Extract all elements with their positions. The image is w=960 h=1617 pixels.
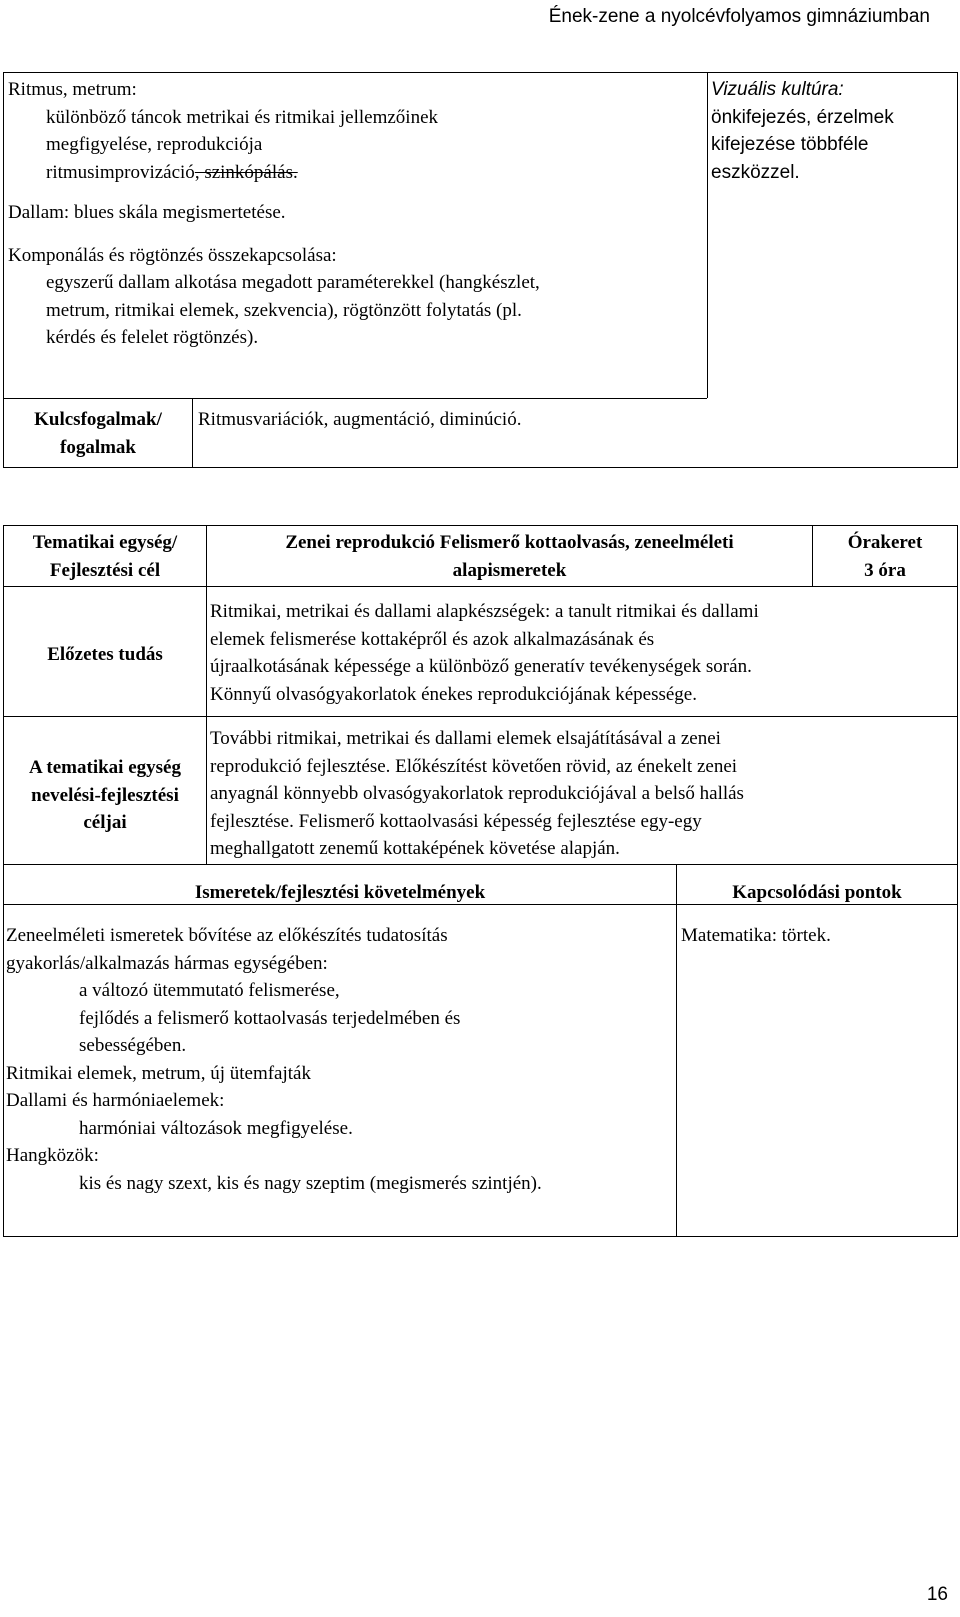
celjai-line: További ritmikai, metrikai és dallami elemek elsajátításával a zenei (210, 728, 721, 749)
komponalas-title: Komponálás és rögtönzés összekapcsolása: (8, 244, 337, 266)
ismeretek-header: Ismeretek/fejlesztési követelmények (194, 882, 486, 903)
celjai-label (4, 754, 206, 837)
ismeretek-line: a változó ütemmutató felismerése, (79, 980, 340, 1001)
orakeret-value: 3 óra (864, 559, 906, 581)
ismeretek-line: sebességében. (79, 1035, 187, 1056)
tematikai-value-line: Zenei reprodukció Felismerő kottaolvasás, zeneelméleti (285, 532, 734, 553)
celjai-line: meghallgatott zenemű kottaképének követése alapján. (210, 838, 620, 859)
tematikai-label-line: Fejlesztési cél (49, 559, 161, 581)
celjai-line: fejlesztése. Felismerő kottaolvasási képesség fejlesztése egy-egy (210, 810, 702, 832)
page-number: 16 (926, 1584, 948, 1605)
celjai-value (210, 725, 955, 863)
kulcs-label-line: fogalmak (60, 436, 136, 458)
content-table-continued (3, 72, 958, 468)
thematic-unit-table (3, 525, 958, 1237)
komponalas-line: kérdés és felelet rögtönzés). (46, 327, 259, 348)
vizualis-line: kifejezése többféle (711, 134, 869, 155)
ismeretek-line: fejlődés a felismerő kottaolvasás terjedelmében és (79, 1007, 461, 1029)
ismeretek-line: Zeneelméleti ismeretek bővítése az előkészítés tudatosítás (6, 925, 448, 946)
ritmus-item: megfigyelése, reprodukciója (46, 134, 263, 155)
orakeret (813, 529, 957, 584)
komponalas-line: egyszerű dallam alkotása megadott paraméterekkel (hangkészlet, (46, 272, 540, 293)
elozetes-tudas-label: Előzetes tudás (47, 644, 163, 665)
vizualis-line: eszközzel. (711, 161, 800, 183)
page-header: Ének-zene a nyolcévfolyamos gimnáziumban (548, 6, 930, 27)
ritmus-item-text: ritmusimprovizáció (46, 161, 195, 183)
kulcs-label-line: Kulcsfogalmak/ (34, 409, 162, 430)
dallam-line: Dallam: blues skála megismertetése. (8, 202, 286, 223)
kulcsfogalmak-value: Ritmusvariációk, augmentáció, diminúció. (198, 409, 522, 430)
elozetes-line: elemek felismerése kottaképről és azok alkalmazásának és (210, 628, 655, 650)
orakeret-label: Órakeret (847, 532, 923, 553)
komponalas-line: metrum, ritmikai elemek, szekvencia), rögtönzött folytatás (pl. (46, 299, 522, 321)
tematikai-value-line: alapismeretek (452, 559, 567, 581)
ismeretek-line: Hangközök: (6, 1145, 99, 1166)
celjai-label-line: A tematikai egység (29, 757, 181, 778)
celjai-label-line: nevelési-fejlesztési (31, 784, 179, 806)
ismeretek-line: Ritmikai elemek, metrum, új ütemfajták (6, 1062, 311, 1084)
ismeretek-line: kis és nagy szext, kis és nagy szeptim (megismerés szintjén). (79, 1172, 542, 1194)
vizualis-line: önkifejezés, érzelmek (711, 106, 894, 128)
development-content-cell (8, 76, 703, 352)
vizualis-title: Vizuális kultúra: (711, 79, 844, 100)
kulcsfogalmak-label (4, 406, 192, 461)
tematikai-label (4, 529, 206, 584)
ismeretek-line: Dallami és harmóniaelemek: (6, 1090, 225, 1111)
elozetes-tudas-value (210, 598, 955, 708)
celjai-line: anyagnál könnyebb olvasógyakorlatok reprodukciójával a belső hallás (210, 783, 744, 804)
kapcsolodasi-header: Kapcsolódási pontok (732, 882, 902, 903)
ritmus-title: Ritmus, metrum: (8, 79, 137, 100)
connection-points-cell (711, 76, 951, 186)
elozetes-line: Könnyű olvasógyakorlatok énekes reprodukciójának képessége. (210, 683, 697, 705)
kapcsolodasi-value: Matematika: törtek. (681, 925, 831, 946)
ritmus-item (8, 159, 703, 187)
tematikai-value (207, 529, 812, 584)
tematikai-label-line: Tematikai egység/ (32, 532, 178, 553)
ritmus-item: különböző táncok metrikai és ritmikai jellemzőinek (46, 106, 439, 128)
celjai-label-line: céljai (83, 812, 127, 833)
celjai-line: reprodukció fejlesztése. Előkészítést követően rövid, az énekelt zenei (210, 755, 738, 777)
struck-comma: , szinkópálás. (194, 161, 298, 183)
ismeretek-line: gyakorlás/alkalmazás hármas egységében: (6, 952, 328, 974)
ismeretek-list (6, 922, 674, 1197)
elozetes-line: Ritmikai, metrikai és dallami alapkészségek: a tanult ritmikai és dallami (210, 601, 759, 622)
ismeretek-line: harmóniai változások megfigyelése. (79, 1117, 353, 1139)
elozetes-line: újraalkotásának képessége a különböző generatív tevékenységek során. (210, 656, 752, 677)
